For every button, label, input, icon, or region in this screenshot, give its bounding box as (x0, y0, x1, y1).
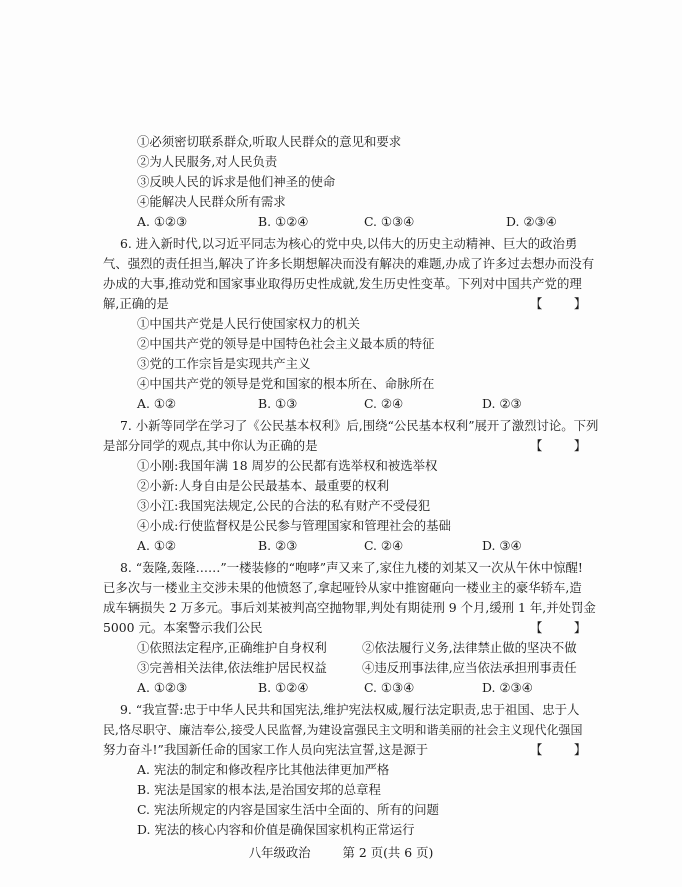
q8-option-a: A. ①②③ (137, 680, 188, 695)
q8-stem-line-3: 成车辆损失 2 万多元。事后刘某被判高空抛物罪,判处有期徒刑 9 个月,缓刑 1 年,并处罚金 (103, 600, 596, 615)
q7-option-a: A. ①② (137, 538, 177, 553)
page-footer (0, 845, 682, 861)
q5-statement-1: ①必须密切联系群众,听取人民群众的意见和要求 (137, 134, 402, 149)
q7-stem-line-2: 是部分同学的观点,其中你认为正确的是 (103, 438, 318, 453)
q6-statement-1: ①中国共产党是人民行使国家权力的机关 (137, 316, 361, 331)
q8-option-b: B. ①②④ (258, 680, 309, 695)
q8-answer-bracket: 【 】 (530, 620, 587, 635)
q6-statement-4: ④中国共产党的领导是党和国家的根本所在、命脉所在 (137, 376, 435, 391)
q5-statement-4: ④能解决人民群众所有需求 (137, 194, 286, 209)
q6-statement-3: ③党的工作宗旨是实现共产主义 (137, 356, 311, 371)
q8-statement-3: ③完善相关法律,依法维护居民权益 (137, 660, 327, 675)
q6-answer-bracket: 【 】 (530, 296, 587, 311)
q9-option-c: C. 宪法所规定的内容是国家生活中全面的、所有的问题 (137, 802, 439, 817)
q6-stem-line-3: 办成的大事,推动党和国家事业取得历史性成就,发生历史性变革。下列对中国共产党的理 (103, 276, 582, 291)
q9-answer-bracket: 【 】 (530, 742, 587, 757)
q9-stem-line-2: 民,恪尽职守、廉洁奉公,接受人民监督,为建设富强民主文明和谐美丽的社会主义现代化强国 (103, 723, 583, 737)
q7-statement-1: ①小刚:我国年满 18 周岁的公民都有选举权和被选举权 (137, 458, 438, 473)
q9-option-b: B. 宪法是国家的根本法,是治国安邦的总章程 (137, 782, 381, 797)
q5-option-c: C. ①③④ (364, 214, 415, 229)
q7-statement-4: ④小成:行使监督权是公民参与管理国家和管理社会的基础 (137, 518, 451, 533)
q5-option-d: D. ②③④ (506, 214, 557, 229)
q9-stem-line-1: 9. “我宣誓:忠于中华人民共和国宪法,维护宪法权威,履行法定职责,忠于祖国、忠于人 (120, 702, 580, 717)
q6-option-b: B. ①③ (258, 396, 298, 411)
q8-statement-1: ①依照法定程序,正确维护自身权利 (137, 640, 327, 655)
q7-option-b: B. ②③ (258, 538, 298, 553)
q6-option-d: D. ②③ (482, 396, 522, 411)
q9-option-d: D. 宪法的核心内容和价值是确保国家机构正常运行 (137, 822, 415, 837)
q9-stem-line-3: 努力奋斗!”我国新任命的国家工作人员向宪法宣誓,这是源于 (103, 742, 429, 757)
q7-statement-3: ③小江:我国宪法规定,公民的合法的私有财产不受侵犯 (137, 498, 431, 513)
q8-option-c: C. ①③④ (364, 680, 415, 695)
q8-option-d: D. ②③④ (482, 680, 533, 695)
q6-option-c: C. ②④ (364, 396, 404, 411)
q8-stem-line-2: 已多次与一楼业主交涉未果的他愤怒了,拿起哑铃从家中推窗砸向一楼业主的豪华轿车,造 (103, 580, 582, 595)
q6-option-a: A. ①② (137, 396, 177, 411)
q7-stem-line-1: 7. 小新等同学在学习了《公民基本权利》后,围绕“公民基本权利”展开了激烈讨论。下列 (120, 418, 599, 433)
q6-stem-line-2: 气、强烈的责任担当,解决了许多长期想解决而没有解决的难题,办成了许多过去想办而没有 (103, 256, 595, 271)
footer-subject: 八年级政治 (248, 845, 311, 860)
q5-statement-3: ③反映人民的诉求是他们神圣的使命 (137, 174, 336, 189)
q5-option-b: B. ①②④ (258, 214, 309, 229)
q7-statement-2: ②小新:人身自由是公民最基本、最重要的权利 (137, 478, 389, 493)
q6-stem-line-1: 6. 进入新时代,以习近平同志为核心的党中央,以伟大的历史主动精神、巨大的政治勇 (120, 236, 578, 251)
q7-answer-bracket: 【 】 (530, 438, 587, 453)
q6-stem-line-4: 解,正确的是 (103, 296, 169, 311)
q5-statement-2: ②为人民服务,对人民负责 (137, 154, 278, 169)
q7-option-c: C. ②④ (364, 538, 404, 553)
q8-stem-line-4: 5000 元。本案警示我们公民 (103, 620, 263, 635)
q9-option-a: A. 宪法的制定和修改程序比其他法律更加严格 (137, 762, 390, 777)
q8-stem-line-1: 8. “轰隆,轰隆……”一楼装修的“咆哮”声又来了,家住九楼的刘某又一次从午休中惊醒! (120, 560, 583, 575)
q8-statement-4: ④违反刑事法律,应当依法承担刑事责任 (362, 660, 577, 675)
footer-page-number: 第 2 页(共 6 页) (342, 845, 434, 860)
q8-statement-2: ②依法履行义务,法律禁止做的坚决不做 (362, 640, 577, 655)
q5-option-a: A. ①②③ (137, 214, 188, 229)
q7-option-d: D. ③④ (482, 538, 522, 553)
q6-statement-2: ②中国共产党的领导是中国特色社会主义最本质的特征 (137, 336, 435, 351)
